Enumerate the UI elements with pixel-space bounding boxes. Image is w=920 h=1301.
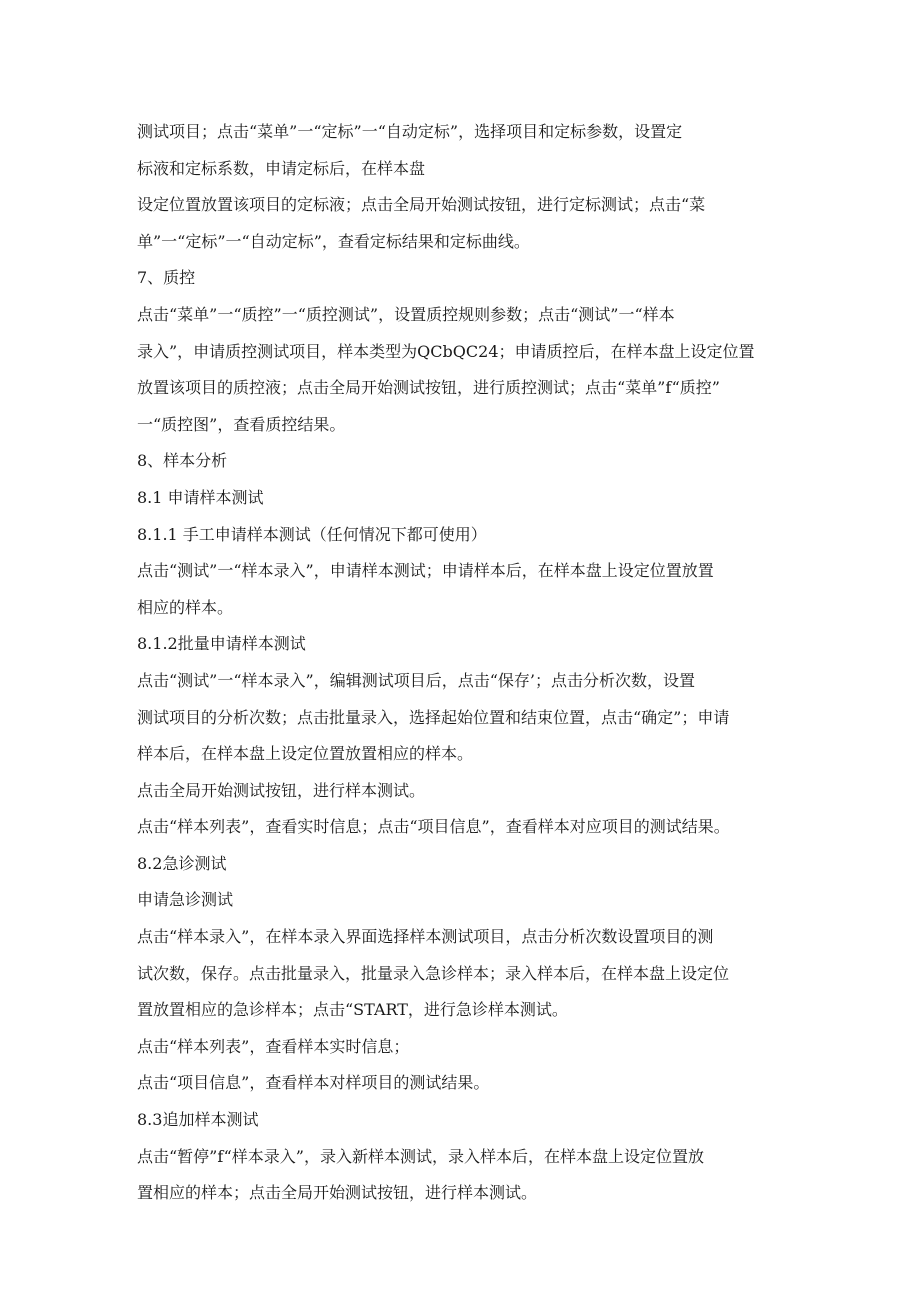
text-line: 测试项目的分析次数；点击批量录入，选择起始位置和结束位置，点击“确定”；申请: [137, 707, 730, 727]
text-line: 标液和定标系数，申请定标后，在样本盘: [137, 158, 426, 178]
text-line: 相应的样本。: [137, 597, 234, 617]
subsection-heading: 8.1.2批量申请样本测试: [137, 634, 306, 654]
section-heading: 7、质控: [137, 268, 196, 288]
text-line: 设定位置放置该项目的定标液；点击全局开始测试按钮，进行定标测试；点击“菜: [137, 195, 706, 215]
subsection-heading: 8.3追加样本测试: [137, 1110, 259, 1130]
text-line: 点击全局开始测试按钮，进行样本测试。: [137, 780, 426, 800]
subsection-heading: 申请急诊测试: [137, 890, 234, 910]
text-line: 点击“测试”一“样本录入”，申请样本测试；申请样本后，在样本盘上设定位置放置: [137, 561, 714, 581]
text-line: 点击“菜单”一“质控”一“质控测试”，设置质控规则参数；点击“测试”一“样本: [137, 304, 675, 324]
text-line: 置放置相应的急诊样本；点击“START，进行急诊样本测试。: [137, 1000, 568, 1020]
text-line: 录入”，申请质控测试项目，样本类型为QCbQC24；申请质控后，在样本盘上设定位置: [137, 341, 755, 361]
text-line: 单”一“定标”一“自动定标”，查看定标结果和定标曲线。: [137, 231, 530, 251]
section-heading: 8、样本分析: [137, 451, 228, 471]
subsection-heading: 8.1.1 手工申请样本测试（任何情况下都可使用）: [137, 524, 487, 544]
text-line: 点击“样本录入”，在样本录入界面选择样本测试项目，点击分析次数设置项目的测: [137, 927, 714, 947]
document-body: [137, 114, 797, 1212]
text-line: 点击“样本列表”，查看样本实时信息；: [137, 1036, 410, 1056]
text-line: 置相应的样本；点击全局开始测试按钮，进行样本测试。: [137, 1183, 538, 1203]
text-line: 点击“项目信息”，查看样本对样项目的测试结果。: [137, 1073, 490, 1093]
text-line: 一“质控图”，查看质控结果。: [137, 414, 346, 434]
text-line: 测试项目；点击“菜单”一“定标”一“自动定标”，选择项目和定标参数，设置定: [137, 122, 683, 141]
text-line: 试次数，保存。点击批量录入，批量录入急诊样本；录入样本后，在样本盘上设定位: [137, 963, 730, 983]
text-line: 点击“暂停”f“样本录入”，录入新样本测试，录入样本后，在样本盘上设定位置放: [137, 1146, 704, 1166]
text-line: 样本后，在样本盘上设定位置放置相应的样本。: [137, 744, 474, 764]
subsection-heading: 8.2急诊测试: [137, 853, 227, 873]
subsection-heading: 8.1 申请样本测试: [137, 487, 264, 507]
text-line: 放置该项目的质控液；点击全局开始测试按钮，进行质控测试；点击“菜单”f“质控”: [137, 378, 720, 398]
text-line: 点击“样本列表”，查看实时信息；点击“项目信息”，查看样本对应项目的测试结果。: [137, 817, 730, 837]
text-line: 点击“测试”一“样本录入”，编辑测试项目后，点击“保存’；点击分析次数，设置: [137, 670, 695, 690]
